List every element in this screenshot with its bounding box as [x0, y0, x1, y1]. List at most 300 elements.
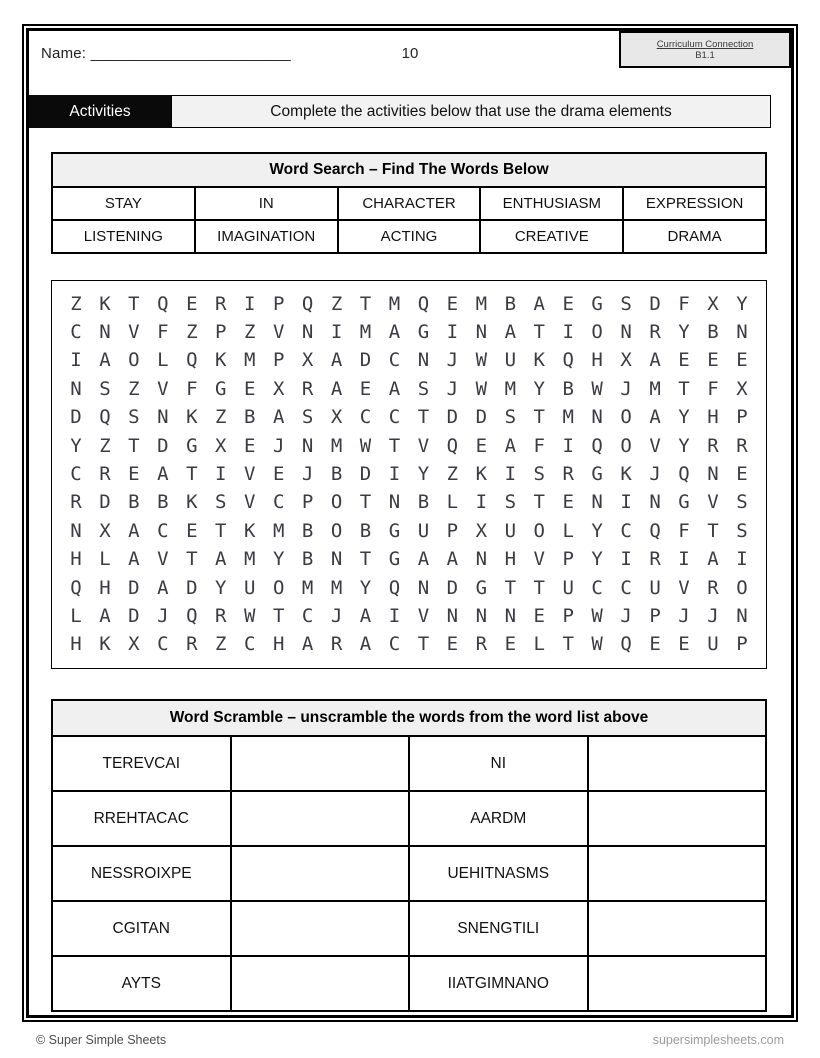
- grid-letter: K: [243, 519, 256, 542]
- word-list-cell: LISTENING: [83, 228, 163, 245]
- grid-letter: T: [533, 321, 545, 344]
- grid-letter: H: [504, 548, 517, 571]
- grid-letter: M: [243, 349, 256, 372]
- grid-letter: P: [272, 349, 285, 372]
- grid-letter: C: [388, 633, 401, 656]
- grid-letter: H: [99, 576, 111, 599]
- grid-letter: Q: [678, 463, 690, 486]
- grid-row: [65, 347, 753, 375]
- grid-letter: V: [417, 434, 430, 457]
- grid-letter: Q: [446, 434, 459, 457]
- grid-letter: C: [388, 349, 401, 372]
- grid-letter: D: [128, 576, 140, 599]
- grid-letter: H: [70, 633, 82, 656]
- grid-letter: C: [157, 633, 169, 656]
- grid-letter: E: [475, 434, 488, 457]
- grid-letter: L: [533, 633, 545, 656]
- grid-letter: K: [186, 491, 198, 514]
- grid-letter: M: [649, 377, 661, 400]
- grid-letter: S: [301, 406, 314, 429]
- grid-letter: T: [215, 519, 227, 542]
- grid-letter: I: [562, 434, 574, 457]
- grid-letter: X: [330, 406, 343, 429]
- scrambled-word: NI: [408, 737, 587, 790]
- grid-letter: A: [128, 548, 140, 571]
- grid-letter: C: [301, 604, 314, 627]
- grid-letter: G: [388, 519, 401, 542]
- grid-letter: V: [243, 491, 256, 514]
- grid-letter: P: [272, 292, 285, 315]
- page-number: 10: [401, 45, 419, 62]
- grid-letter: V: [243, 463, 256, 486]
- grid-letter: F: [533, 434, 545, 457]
- grid-letter: A: [157, 463, 169, 486]
- grid-letter: X: [272, 377, 285, 400]
- grid-letter: N: [591, 491, 603, 514]
- grid-letter: A: [504, 321, 517, 344]
- grid-letter: E: [562, 491, 574, 514]
- grid-letter: P: [301, 491, 314, 514]
- grid-letter: R: [736, 434, 748, 457]
- curriculum-connection-box: [619, 31, 791, 68]
- grid-letter: A: [215, 548, 227, 571]
- grid-letter: Z: [128, 377, 140, 400]
- grid-letter: R: [562, 463, 574, 486]
- grid-letter: P: [736, 633, 748, 656]
- grid-letter: N: [620, 321, 632, 344]
- grid-letter: T: [128, 292, 140, 315]
- grid-letter: R: [215, 292, 227, 315]
- grid-letter: A: [388, 321, 401, 344]
- grid-letter: N: [446, 604, 459, 627]
- grid-letter: N: [330, 548, 343, 571]
- answer-cell[interactable]: [230, 792, 409, 845]
- grid-letter: R: [330, 633, 343, 656]
- grid-letter: G: [591, 463, 603, 486]
- grid-letter: A: [707, 548, 719, 571]
- grid-letter: H: [707, 406, 719, 429]
- grid-letter: Y: [678, 406, 690, 429]
- grid-letter: D: [70, 406, 82, 429]
- grid-letter: J: [272, 434, 285, 457]
- grid-letter: G: [591, 292, 603, 315]
- grid-letter: M: [359, 321, 372, 344]
- grid-letter: O: [591, 321, 603, 344]
- word-list-cell: CHARACTER: [337, 188, 480, 219]
- grid-letter: J: [157, 604, 169, 627]
- grid-letter: Y: [678, 434, 690, 457]
- grid-letter: B: [562, 377, 574, 400]
- grid-letter: C: [272, 491, 285, 514]
- grid-letter: T: [504, 576, 517, 599]
- grid-letter: B: [330, 463, 343, 486]
- grid-letter: N: [301, 434, 314, 457]
- grid-letter: A: [533, 292, 545, 315]
- grid-letter: S: [504, 491, 517, 514]
- grid-letter: U: [504, 349, 517, 372]
- answer-cell[interactable]: [230, 902, 409, 955]
- grid-letter: H: [272, 633, 285, 656]
- grid-letter: A: [417, 548, 430, 571]
- scrambled-word: RREHTACAC: [93, 809, 189, 827]
- grid-letter: T: [417, 633, 430, 656]
- grid-letter: S: [99, 377, 111, 400]
- grid-letter: X: [475, 519, 488, 542]
- grid-letter: E: [678, 349, 690, 372]
- grid-letter: M: [330, 434, 343, 457]
- grid-letter: L: [99, 548, 111, 571]
- grid-letter: Y: [70, 434, 82, 457]
- grid-letter: N: [736, 604, 748, 627]
- grid-letter: E: [504, 633, 517, 656]
- page-footer: [36, 1033, 784, 1047]
- grid-letter: I: [243, 292, 256, 315]
- word-scramble-row: [53, 845, 765, 900]
- grid-letter: A: [504, 434, 517, 457]
- grid-letter: L: [157, 349, 169, 372]
- grid-letter: G: [186, 434, 198, 457]
- grid-letter: C: [70, 321, 82, 344]
- grid-letter: T: [359, 548, 372, 571]
- grid-letter: B: [301, 548, 314, 571]
- grid-letter: V: [649, 434, 661, 457]
- grid-letter: Q: [157, 292, 169, 315]
- grid-letter: T: [359, 491, 372, 514]
- grid-letter: S: [128, 406, 140, 429]
- grid-letter: H: [70, 548, 82, 571]
- grid-row: [65, 489, 753, 517]
- grid-letter: N: [475, 321, 488, 344]
- grid-letter: C: [70, 463, 82, 486]
- grid-letter: N: [70, 519, 82, 542]
- grid-letter: G: [388, 548, 401, 571]
- grid-letter: I: [215, 463, 227, 486]
- grid-letter: Y: [591, 519, 603, 542]
- word-scramble-row: [53, 900, 765, 955]
- grid-letter: C: [388, 406, 401, 429]
- grid-letter: Y: [533, 377, 545, 400]
- grid-letter: R: [649, 548, 661, 571]
- grid-letter: J: [620, 377, 632, 400]
- grid-letter: X: [301, 349, 314, 372]
- grid-letter: A: [446, 548, 459, 571]
- grid-letter: E: [446, 633, 459, 656]
- grid-letter: E: [562, 292, 574, 315]
- grid-letter: L: [70, 604, 82, 627]
- scrambled-word: AARDM: [408, 792, 587, 845]
- grid-letter: W: [591, 377, 603, 400]
- grid-letter: M: [301, 576, 314, 599]
- grid-letter: F: [157, 321, 169, 344]
- grid-letter: N: [301, 321, 314, 344]
- grid-row: [65, 631, 753, 659]
- grid-letter: T: [388, 434, 401, 457]
- grid-letter: I: [620, 548, 632, 571]
- name-blank-line[interactable]: ________________________: [90, 45, 291, 62]
- grid-row: [65, 460, 753, 488]
- page-border: [22, 24, 798, 1022]
- grid-letter: V: [272, 321, 285, 344]
- grid-letter: D: [475, 406, 488, 429]
- grid-letter: K: [620, 463, 632, 486]
- grid-letter: I: [678, 548, 690, 571]
- grid-letter: A: [649, 349, 661, 372]
- grid-letter: J: [620, 604, 632, 627]
- grid-letter: E: [359, 377, 372, 400]
- grid-letter: M: [504, 377, 517, 400]
- grid-letter: T: [417, 406, 430, 429]
- answer-cell[interactable]: [587, 847, 766, 900]
- grid-letter: Y: [272, 548, 285, 571]
- grid-letter: Q: [620, 633, 632, 656]
- grid-letter: E: [272, 463, 285, 486]
- grid-letter: I: [620, 491, 632, 514]
- grid-letter: Z: [446, 463, 459, 486]
- word-list-cell: ENTHUSIASM: [479, 188, 622, 219]
- grid-letter: L: [446, 491, 459, 514]
- grid-letter: T: [562, 633, 574, 656]
- word-list-row: [53, 188, 765, 219]
- curriculum-code: B1.1: [695, 49, 715, 61]
- word-scramble-row: [53, 955, 765, 1010]
- grid-letter: F: [678, 519, 690, 542]
- grid-letter: N: [99, 321, 111, 344]
- grid-letter: R: [70, 491, 82, 514]
- answer-cell[interactable]: [230, 737, 409, 790]
- word-search-table: [51, 152, 767, 254]
- grid-letter: S: [533, 463, 545, 486]
- grid-letter: T: [533, 406, 545, 429]
- grid-letter: A: [388, 377, 401, 400]
- activities-instruction: Complete the activities below that use the drama elements: [171, 95, 771, 128]
- grid-letter: K: [215, 349, 227, 372]
- grid-letter: C: [243, 633, 256, 656]
- grid-letter: M: [388, 292, 401, 315]
- grid-letter: Y: [359, 576, 372, 599]
- grid-letter: V: [157, 548, 169, 571]
- grid-letter: E: [678, 633, 690, 656]
- grid-letter: J: [330, 604, 343, 627]
- grid-letter: N: [417, 576, 430, 599]
- grid-letter: Q: [649, 519, 661, 542]
- grid-letter: A: [272, 406, 285, 429]
- answer-cell[interactable]: [587, 792, 766, 845]
- grid-letter: B: [707, 321, 719, 344]
- grid-letter: A: [330, 377, 343, 400]
- page-inner-border: [26, 28, 794, 1018]
- grid-letter: T: [678, 377, 690, 400]
- grid-letter: Q: [186, 604, 198, 627]
- grid-letter: Q: [388, 576, 401, 599]
- grid-letter: F: [186, 377, 198, 400]
- grid-letter: A: [157, 576, 169, 599]
- grid-letter: P: [562, 604, 574, 627]
- word-search-grid: [51, 280, 767, 669]
- grid-row: [65, 375, 753, 403]
- word-search-title: Word Search – Find The Words Below: [53, 154, 765, 188]
- grid-letter: V: [678, 576, 690, 599]
- grid-letter: W: [475, 377, 488, 400]
- footer-website: supersimplesheets.com: [652, 1033, 784, 1047]
- grid-letter: I: [70, 349, 82, 372]
- grid-letter: X: [620, 349, 632, 372]
- grid-letter: E: [128, 463, 140, 486]
- word-list-cell: DRAMA: [622, 221, 765, 252]
- grid-letter: O: [272, 576, 285, 599]
- scrambled-word: TEREVCAI: [102, 754, 180, 772]
- grid-letter: D: [128, 604, 140, 627]
- grid-letter: S: [417, 377, 430, 400]
- grid-letter: K: [99, 292, 111, 315]
- grid-letter: O: [736, 576, 748, 599]
- grid-letter: V: [707, 491, 719, 514]
- grid-letter: A: [330, 349, 343, 372]
- answer-cell[interactable]: [230, 847, 409, 900]
- answer-cell[interactable]: [587, 737, 766, 790]
- word-list-cell: EXPRESSION: [622, 188, 765, 219]
- grid-row: [65, 404, 753, 432]
- grid-letter: E: [243, 434, 256, 457]
- grid-letter: R: [301, 377, 314, 400]
- grid-letter: C: [157, 519, 169, 542]
- word-list-cell: IMAGINATION: [194, 221, 337, 252]
- grid-letter: O: [128, 349, 140, 372]
- grid-letter: T: [359, 292, 372, 315]
- word-scramble-table: [51, 699, 767, 1012]
- grid-letter: N: [475, 548, 488, 571]
- grid-letter: E: [243, 377, 256, 400]
- grid-letter: O: [620, 406, 632, 429]
- grid-letter: W: [591, 604, 603, 627]
- grid-letter: L: [562, 519, 574, 542]
- curriculum-title: Curriculum Connection: [656, 38, 754, 50]
- grid-letter: B: [417, 491, 430, 514]
- grid-letter: E: [707, 349, 719, 372]
- grid-letter: V: [533, 548, 545, 571]
- grid-letter: G: [678, 491, 690, 514]
- answer-cell[interactable]: [587, 902, 766, 955]
- word-search-word-list: [53, 188, 765, 252]
- grid-letter: S: [736, 491, 748, 514]
- word-list-cell: STAY: [104, 195, 142, 212]
- grid-letter: N: [591, 406, 603, 429]
- grid-letter: N: [707, 463, 719, 486]
- grid-letter: F: [707, 377, 719, 400]
- grid-letter: R: [707, 576, 719, 599]
- grid-letter: R: [186, 633, 198, 656]
- grid-letter: B: [504, 292, 517, 315]
- grid-letter: N: [504, 604, 517, 627]
- scrambled-word: CGITAN: [112, 919, 170, 937]
- grid-letter: Q: [186, 349, 198, 372]
- activities-bar: [29, 95, 771, 128]
- grid-letter: D: [359, 349, 372, 372]
- grid-letter: Y: [215, 576, 227, 599]
- grid-letter: Y: [591, 548, 603, 571]
- footer-copyright: © Super Simple Sheets: [36, 1033, 167, 1047]
- answer-cell[interactable]: [230, 957, 409, 1010]
- grid-letter: P: [649, 604, 661, 627]
- word-list-cell: CREATIVE: [479, 221, 622, 252]
- grid-letter: G: [417, 321, 430, 344]
- grid-letter: T: [707, 519, 719, 542]
- grid-letter: U: [504, 519, 517, 542]
- grid-letter: K: [186, 406, 198, 429]
- grid-letter: G: [475, 576, 488, 599]
- grid-letter: Z: [99, 434, 111, 457]
- grid-letter: Q: [562, 349, 574, 372]
- grid-letter: D: [157, 434, 169, 457]
- grid-letter: C: [591, 576, 603, 599]
- grid-row: [65, 290, 753, 318]
- grid-letter: F: [678, 292, 690, 315]
- grid-letter: O: [330, 491, 343, 514]
- grid-letter: Q: [99, 406, 111, 429]
- grid-letter: N: [388, 491, 401, 514]
- grid-letter: A: [99, 604, 111, 627]
- scrambled-word: NESSROIXPE: [90, 864, 192, 882]
- grid-letter: D: [649, 292, 661, 315]
- grid-letter: U: [562, 576, 574, 599]
- grid-letter: Z: [215, 633, 227, 656]
- grid-letter: R: [707, 434, 719, 457]
- grid-letter: X: [128, 633, 140, 656]
- grid-letter: A: [649, 406, 661, 429]
- grid-letter: J: [301, 463, 314, 486]
- grid-letter: P: [215, 321, 227, 344]
- grid-letter: Q: [70, 576, 82, 599]
- grid-letter: U: [649, 576, 661, 599]
- grid-letter: S: [620, 292, 632, 315]
- grid-letter: Y: [678, 321, 690, 344]
- grid-letter: B: [243, 406, 256, 429]
- grid-letter: M: [272, 519, 285, 542]
- grid-letter: B: [157, 491, 169, 514]
- grid-letter: Q: [417, 292, 430, 315]
- word-scramble-row: [53, 790, 765, 845]
- grid-letter: W: [591, 633, 603, 656]
- grid-letter: X: [736, 377, 748, 400]
- grid-letter: D: [446, 576, 459, 599]
- page-header: [29, 31, 791, 95]
- word-scramble-rows: [53, 737, 765, 1010]
- grid-letter: T: [186, 548, 198, 571]
- grid-letter: K: [533, 349, 545, 372]
- answer-cell[interactable]: [587, 957, 766, 1010]
- grid-letter: Q: [301, 292, 314, 315]
- grid-letter: C: [359, 406, 372, 429]
- grid-letter: Z: [330, 292, 343, 315]
- grid-letter: S: [736, 519, 748, 542]
- grid-letter: J: [707, 604, 719, 627]
- grid-letter: J: [446, 349, 459, 372]
- grid-letter: I: [446, 321, 459, 344]
- grid-letter: P: [736, 406, 748, 429]
- scrambled-word: AYTS: [121, 974, 161, 992]
- word-list-row: [53, 219, 765, 252]
- grid-letter: A: [359, 604, 372, 627]
- grid-letter: A: [128, 519, 140, 542]
- grid-letter: M: [475, 292, 488, 315]
- grid-letter: T: [272, 604, 285, 627]
- grid-letter: V: [417, 604, 430, 627]
- grid-letter: E: [186, 519, 198, 542]
- grid-row: [65, 574, 753, 602]
- word-scramble-row: [53, 737, 765, 790]
- grid-letter: O: [330, 519, 343, 542]
- grid-letter: T: [186, 463, 198, 486]
- grid-letter: S: [504, 406, 517, 429]
